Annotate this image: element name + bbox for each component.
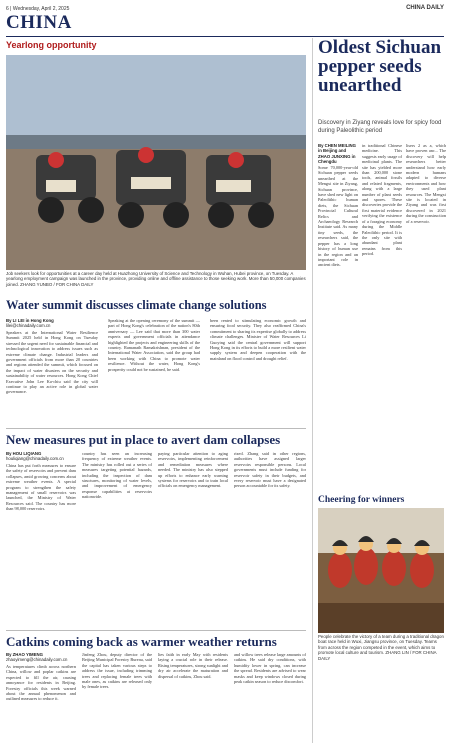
water-col-1: Speakers at the International Water Resilience Summit 2025 held in Hong Kong on Tuesday stressed the urgent need for sustainable financial and technological innovation to address issues such as extreme climate change. Industrial leaders and government officials from more than 20 countries and regions attended the summit, which focused on the impact of water disasters on the security and sustainability of water resources. Hong Kong Chief Executive John Lee Ka-chiu said the city will continue to play an active role in global water governance. <box>6 330 98 395</box>
measures-col-1: China has put forth measures to ensure the safety of reservoirs and prevent dam collapses, amid growing concerns about extreme weather events. A special program to strengthen the safety management of small reservoirs was launched, the Ministry of Water Resources said. The country has more than 98,000 reservoirs. <box>6 463 76 512</box>
section-title: CHINA <box>6 12 72 33</box>
measures-col-2: country has seen an increasing frequency of extreme weather events. The ministry has rolled out a series of measures targeting potential hazards, including the inspection of dam structures, monitoring of water levels, and improvement of emergency response capabilities at reservoirs nationwide. <box>82 451 152 500</box>
cheer-photo-illustration <box>318 508 444 633</box>
measures-byline <box>6 451 78 462</box>
cheer-headline: Cheering for winners <box>318 495 405 505</box>
catkins-col-1: As temperatures climb across northern China, willow and poplar catkins are expected to fill the air, causing annoyance for residents in Beijing. Forestry officials this week warned about the annual phenomenon and outlined measures to reduce it. <box>6 664 76 702</box>
water-byline-email: lilei@chinadaily.com.cn <box>6 323 51 329</box>
catkins-col-3: lies faith in early May with residents laying a crucial role in their release. Rising temperatures, strong sunlight and dry air accelerate the maturation and dispersal of catkins, Zhou said. <box>158 652 228 679</box>
measures-col-4: rized. Zhang said in other regions, authorities have assigned larger reservoirs responsible persons. Local governments must include funding for reservoir safety in their budgets, and every reservoir must have a designated person accountable for its safety. <box>234 451 306 489</box>
catkins-byline-name: By ZHAO YIMENG <box>6 652 43 657</box>
cheer-caption: People celebrate the victory of a team during a traditional dragon boat race held in Wuxi, Jiangsu province, on Tuesday. Teams from across the region competed in the event, which aims to promote local culture and tourism. ZHANG LIN / FOR CHINA DAILY <box>318 634 444 661</box>
top-story-photo-illustration <box>6 55 306 270</box>
oldest-headline: Oldest Sichuan pepper seeds unearthed <box>318 37 442 96</box>
water-col-2: Speaking at the opening ceremony of the summit — part of Hong Kong's celebration of the nation's 80th anniversary — Lee said that more than 300 water experts and government officials in attendance highlighted the projects and engineering skills of the country. Ramanath Ramakrishnan, president of the International Water Association, said the group had been working with China to promote water resilience. Without the water, Hong Kong's prosperity could not be sustained, he said. <box>108 318 200 372</box>
measures-col-3: paying particular attention to aging reservoirs, implementing reinforcement and remediation measures where needed. The ministry has also stepped up efforts to enhance early warning systems for reservoirs and to train local officials on emergency management. <box>158 451 228 489</box>
water-byline <box>6 318 98 329</box>
measures-byline-email: houliqiang@chinadaily.com.cn <box>6 456 64 462</box>
top-story-photo <box>6 55 306 270</box>
water-col-3: been rented to stimulating economic growth and ensuring food security. They also reaffirmed China's commitment to sharing its expertise globally to address climate challenges. Minister of Water Resources Li Guoying said the central government will support Hong Kong in its efforts to build a more resilient water supply system and deepen cooperation with the mainland on flood control and drought relief. <box>210 318 306 361</box>
divider <box>6 630 306 631</box>
water-headline: Water summit discusses climate change solutions <box>6 298 267 312</box>
catkins-byline <box>6 652 76 663</box>
catkins-col-2: Jinfeng Zhou, deputy director of the Beijing Municipal Forestry Bureau, said the capital has taken various steps to address the issue, including trimming trees and replacing female trees with male ones, as catkins are released only by female trees. <box>82 652 152 690</box>
top-story-kicker: Yearlong opportunity <box>6 40 97 50</box>
catkins-byline-email: zhaoyimeng@chinadaily.com.cn <box>6 657 68 663</box>
page-info: 6 | Wednesday, April 2, 2025 <box>6 6 70 12</box>
measures-byline-name: By HOU LIQIANG <box>6 451 42 456</box>
oldest-col-2: in traditional Chinese medicine. This suggests early usage of medicinal plants. The site has yielded more than 200,000 stone tools, animal fossils and related fragments, along with a large number of plant seeds and spores. These discoveries provide the first material evidence verifying the existence of a foraging economy during the Middle Paleolithic period. It is the only site with abundant plant remains from this period. <box>362 143 402 257</box>
oldest-byline: By CHEN MEILING in Beijing and ZHAO JUNXING in Chengdu <box>318 143 356 165</box>
catkins-col-4: and willow trees release large amounts of catkins. He said dry conditions, with humidity lower in spring, can increase the spread. Residents are advised to wear masks and keep windows closed during peak catkin season to reduce discomfort. <box>234 652 306 685</box>
water-byline-name: By LI LEI in Hong Kong <box>6 318 54 323</box>
oldest-col-1: Some 70,000-year-old Sichuan pepper seeds unearthed at the Mengxi site in Ziyang, Sichuan province, have shed new light on Paleolithic human diets, the Sichuan Provincial Cultural Relics and Archaeology Research Institute said. As many tiny seeds, the researchers said, the pepper has a long history of human use in the region and an important role in ancient diets. <box>318 165 358 268</box>
oldest-col-3: lisers 2 as a, which have proven anc... The discovery will help researchers better understand how early modern humans adapted to diverse environments and how they used plant resources. The Mengxi site is located in Ziyang and was first discovered in 2021 during the construction of a reservoir. <box>406 143 446 224</box>
catkins-headline: Catkins coming back as warmer weather returns <box>6 634 277 649</box>
cheer-photo <box>318 508 444 633</box>
paper-name: CHINA DAILY <box>406 5 444 11</box>
oldest-dek: Discovery in Ziyang reveals love for spicy food during Paleolithic period <box>318 120 442 134</box>
column-divider <box>312 38 313 743</box>
measures-headline: New measures put in place to avert dam collapses <box>6 432 281 447</box>
divider <box>6 428 306 429</box>
top-story-caption: Job seekers look for opportunities at a career day held at Huazhong University of Science and Technology in Wuhan, Hubei province, on Tuesday. A yearlong employment campaign was launched in the province, providing online and offline assistance to those seeking work. More than 50,000 companies joined. ZHANG YUNBO / FOR CHINA DAILY <box>6 271 306 287</box>
